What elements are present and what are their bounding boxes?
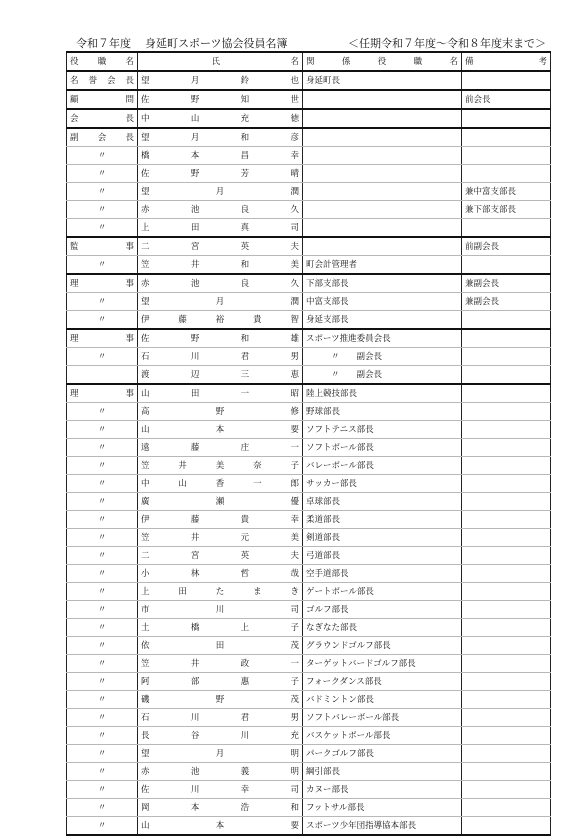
table-row — [67, 619, 551, 637]
role-cell: 〃 — [67, 583, 138, 601]
role-cell: 〃 — [67, 547, 138, 565]
name-cell: 佐野芳晴 — [138, 165, 303, 183]
name-cell: 渡辺三恵 — [138, 366, 303, 385]
role-cell: 〃 — [67, 529, 138, 547]
name-cell: 上田たまき — [138, 583, 303, 601]
role-cell: 顧問 — [67, 90, 138, 109]
note-cell — [462, 403, 551, 421]
role-cell: 〃 — [67, 727, 138, 745]
page-title — [76, 36, 546, 52]
table-row — [67, 817, 551, 836]
role-cell: 〃 — [67, 673, 138, 691]
note-cell — [462, 511, 551, 529]
table-row — [67, 256, 551, 275]
term-note: ＜任期令和７年度～令和８年度末まで＞ — [348, 37, 546, 50]
role-cell: 〃 — [67, 817, 138, 836]
table-row — [67, 366, 551, 385]
role-cell: 〃 — [67, 293, 138, 311]
table-row — [67, 71, 551, 90]
name-cell: 伊藤貴幸 — [138, 511, 303, 529]
name-cell: 市川司 — [138, 601, 303, 619]
role-cell: 〃 — [67, 511, 138, 529]
name-cell: 高野修 — [138, 403, 303, 421]
note-cell — [462, 256, 551, 275]
table-row — [67, 655, 551, 673]
name-cell: 長谷川充 — [138, 727, 303, 745]
position-cell — [303, 219, 462, 238]
role-cell: 〃 — [67, 403, 138, 421]
name-cell: 望月潤 — [138, 293, 303, 311]
name-cell: 佐川幸司 — [138, 781, 303, 799]
role-cell: 会長 — [67, 109, 138, 128]
name-cell: 磯野茂 — [138, 691, 303, 709]
table-row — [67, 348, 551, 366]
position-cell: スポーツ少年団指導協本部長 — [303, 817, 462, 836]
note-cell — [462, 71, 551, 90]
role-cell: 監事 — [67, 237, 138, 256]
name-cell: 望月和彦 — [138, 128, 303, 147]
position-cell: ソフトバレーボール部長 — [303, 709, 462, 727]
note-cell — [462, 348, 551, 366]
table-row — [67, 511, 551, 529]
table-row — [67, 109, 551, 128]
name-cell: 赤池良久 — [138, 274, 303, 293]
note-cell — [462, 457, 551, 475]
table-row — [67, 457, 551, 475]
note-cell — [462, 384, 551, 403]
position-cell: ソフトボール部長 — [303, 439, 462, 457]
position-cell — [303, 128, 462, 147]
table-row — [67, 165, 551, 183]
position-cell: 身延支部長 — [303, 311, 462, 330]
position-cell: フットサル部長 — [303, 799, 462, 817]
note-cell — [462, 529, 551, 547]
role-cell: 〃 — [67, 219, 138, 238]
role-cell: 副会長 — [67, 128, 138, 147]
position-cell: サッカー部長 — [303, 475, 462, 493]
name-cell: 依田茂 — [138, 637, 303, 655]
position-cell: 綱引部長 — [303, 763, 462, 781]
role-cell: 〃 — [67, 439, 138, 457]
note-cell — [462, 619, 551, 637]
note-cell — [462, 745, 551, 763]
name-cell: 赤池義明 — [138, 763, 303, 781]
table-row — [67, 475, 551, 493]
role-cell: 〃 — [67, 565, 138, 583]
name-cell: 赤池良久 — [138, 201, 303, 219]
name-cell: 石川君男 — [138, 348, 303, 366]
table-row — [67, 201, 551, 219]
table-row — [67, 403, 551, 421]
position-cell — [303, 109, 462, 128]
table-row — [67, 745, 551, 763]
name-cell: 伊藤裕貴智 — [138, 311, 303, 330]
role-cell: 〃 — [67, 493, 138, 511]
note-cell — [462, 329, 551, 348]
table-row — [67, 219, 551, 238]
name-cell: 中山香一郎 — [138, 475, 303, 493]
role-cell: 〃 — [67, 201, 138, 219]
position-cell: 陸上競技部長 — [303, 384, 462, 403]
position-cell: カヌー部長 — [303, 781, 462, 799]
role-cell: 〃 — [67, 691, 138, 709]
name-cell: 石川君男 — [138, 709, 303, 727]
note-cell — [462, 311, 551, 330]
role-cell: 〃 — [67, 183, 138, 201]
note-cell — [462, 109, 551, 128]
note-cell — [462, 727, 551, 745]
header-row — [67, 52, 551, 71]
position-cell — [303, 237, 462, 256]
name-cell: 笠井美奈子 — [138, 457, 303, 475]
note-cell: 兼下部支部長 — [462, 201, 551, 219]
name-cell: 望月潤 — [138, 183, 303, 201]
name-cell: 山本要 — [138, 817, 303, 836]
note-cell — [462, 781, 551, 799]
note-cell — [462, 709, 551, 727]
position-cell: グラウンドゴルフ部長 — [303, 637, 462, 655]
table-row — [67, 311, 551, 330]
name-cell: 中山充徳 — [138, 109, 303, 128]
role-cell: 〃 — [67, 781, 138, 799]
position-cell: バドミントン部長 — [303, 691, 462, 709]
position-cell: フォークダンス部長 — [303, 673, 462, 691]
name-cell: 望月鈴也 — [138, 71, 303, 90]
table-row — [67, 421, 551, 439]
position-cell: 中富支部長 — [303, 293, 462, 311]
table-row — [67, 709, 551, 727]
position-cell: 卓球部長 — [303, 493, 462, 511]
table-row — [67, 128, 551, 147]
table-row — [67, 183, 551, 201]
role-cell: 〃 — [67, 655, 138, 673]
note-cell — [462, 128, 551, 147]
position-cell: ゲートボール部長 — [303, 583, 462, 601]
note-cell — [462, 147, 551, 165]
name-cell: 望月明 — [138, 745, 303, 763]
table-row — [67, 565, 551, 583]
note-cell — [462, 601, 551, 619]
col-header-role: 役職名 — [67, 52, 138, 71]
role-cell: 理事 — [67, 274, 138, 293]
col-header-name — [138, 52, 303, 71]
name-cell: 小林哲哉 — [138, 565, 303, 583]
table-row — [67, 329, 551, 348]
position-cell: 野球部長 — [303, 403, 462, 421]
position-cell: 剣道部長 — [303, 529, 462, 547]
role-cell: 〃 — [67, 799, 138, 817]
position-cell — [303, 165, 462, 183]
position-cell: ソフトテニス部長 — [303, 421, 462, 439]
role-cell: 〃 — [67, 165, 138, 183]
position-cell: バレーボール部長 — [303, 457, 462, 475]
table-row — [67, 529, 551, 547]
name-cell: 遠藤庄一 — [138, 439, 303, 457]
note-cell — [462, 421, 551, 439]
position-cell: 町会計管理者 — [303, 256, 462, 275]
position-cell: 身延町長 — [303, 71, 462, 90]
role-cell: 〃 — [67, 601, 138, 619]
table-row — [67, 583, 551, 601]
position-cell — [303, 183, 462, 201]
role-cell: 〃 — [67, 475, 138, 493]
title-year: 令和７年度 — [76, 37, 131, 50]
roster-body — [67, 71, 551, 835]
role-cell: 〃 — [67, 709, 138, 727]
name-cell: 笠井政一 — [138, 655, 303, 673]
position-cell: パークゴルフ部長 — [303, 745, 462, 763]
role-cell: 理事 — [67, 384, 138, 403]
name-cell: 土橋上子 — [138, 619, 303, 637]
officer-roster-table — [66, 51, 551, 836]
role-cell: 理事 — [67, 329, 138, 348]
table-row — [67, 90, 551, 109]
role-cell: 〃 — [67, 619, 138, 637]
note-cell — [462, 547, 551, 565]
table-row — [67, 637, 551, 655]
title-text: 身延町スポーツ協会役員名簿 — [145, 37, 288, 50]
position-cell: 〃 副会長 — [303, 348, 462, 366]
position-cell: 下部支部長 — [303, 274, 462, 293]
note-cell — [462, 799, 551, 817]
table-row — [67, 384, 551, 403]
table-row — [67, 691, 551, 709]
name-cell: 阿部惠子 — [138, 673, 303, 691]
note-cell — [462, 817, 551, 836]
role-cell: 〃 — [67, 311, 138, 330]
table-row — [67, 237, 551, 256]
note-cell — [462, 475, 551, 493]
position-cell — [303, 201, 462, 219]
table-row — [67, 799, 551, 817]
col-header-name-end: 名 — [290, 56, 299, 67]
position-cell: バスケットボール部長 — [303, 727, 462, 745]
name-cell: 廣瀬優 — [138, 493, 303, 511]
col-header-note: 備考 — [462, 52, 551, 71]
role-cell — [67, 366, 138, 385]
name-cell: 山本要 — [138, 421, 303, 439]
name-cell: 上田真司 — [138, 219, 303, 238]
note-cell: 前副会長 — [462, 237, 551, 256]
name-cell: 佐野知世 — [138, 90, 303, 109]
role-cell: 〃 — [67, 457, 138, 475]
name-cell: 佐野和雄 — [138, 329, 303, 348]
note-cell — [462, 655, 551, 673]
role-cell: 〃 — [67, 745, 138, 763]
col-header-position: 関係役職名 — [303, 52, 462, 71]
table-row — [67, 147, 551, 165]
name-cell: 橋本昌幸 — [138, 147, 303, 165]
role-cell: 〃 — [67, 348, 138, 366]
note-cell — [462, 493, 551, 511]
position-cell: 空手道部長 — [303, 565, 462, 583]
note-cell — [462, 219, 551, 238]
note-cell: 前会長 — [462, 90, 551, 109]
name-cell: 笠井和美 — [138, 256, 303, 275]
name-cell: 岡本浩和 — [138, 799, 303, 817]
position-cell: ターゲットバードゴルフ部長 — [303, 655, 462, 673]
role-cell: 〃 — [67, 147, 138, 165]
table-row — [67, 293, 551, 311]
note-cell — [462, 165, 551, 183]
role-cell: 〃 — [67, 256, 138, 275]
table-row — [67, 274, 551, 293]
role-cell: 〃 — [67, 763, 138, 781]
position-cell: 弓道部長 — [303, 547, 462, 565]
note-cell — [462, 439, 551, 457]
note-cell: 兼副会長 — [462, 293, 551, 311]
note-cell — [462, 565, 551, 583]
name-cell: 山田一昭 — [138, 384, 303, 403]
position-cell: 柔道部長 — [303, 511, 462, 529]
table-row — [67, 601, 551, 619]
table-row — [67, 781, 551, 799]
name-cell: 二宮英夫 — [138, 547, 303, 565]
table-row — [67, 673, 551, 691]
role-cell: 名誉会長 — [67, 71, 138, 90]
note-cell — [462, 691, 551, 709]
position-cell: ゴルフ部長 — [303, 601, 462, 619]
table-row — [67, 439, 551, 457]
note-cell: 兼副会長 — [462, 274, 551, 293]
name-cell: 二宮英夫 — [138, 237, 303, 256]
position-cell: スポーツ推進委員会長 — [303, 329, 462, 348]
note-cell — [462, 763, 551, 781]
note-cell: 兼中富支部長 — [462, 183, 551, 201]
position-cell — [303, 90, 462, 109]
name-cell: 笠井元美 — [138, 529, 303, 547]
note-cell — [462, 583, 551, 601]
position-cell: 〃 副会長 — [303, 366, 462, 385]
note-cell — [462, 637, 551, 655]
table-row — [67, 547, 551, 565]
table-row — [67, 493, 551, 511]
note-cell — [462, 673, 551, 691]
table-row — [67, 727, 551, 745]
note-cell — [462, 366, 551, 385]
table-row — [67, 763, 551, 781]
position-cell: なぎなた部長 — [303, 619, 462, 637]
position-cell — [303, 147, 462, 165]
col-header-name-start: 氏 — [211, 56, 220, 67]
role-cell: 〃 — [67, 421, 138, 439]
role-cell: 〃 — [67, 637, 138, 655]
